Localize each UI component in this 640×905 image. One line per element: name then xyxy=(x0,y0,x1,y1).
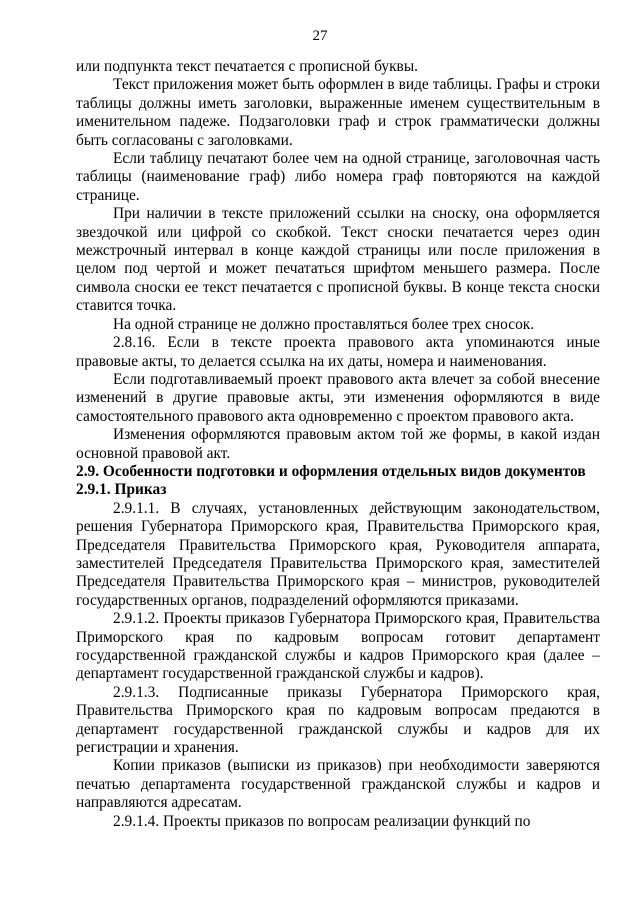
paragraph: При наличии в тексте приложений ссылки на сноску, она оформляется звездочкой или цифрой со скобкой. Текст сноски печатается через один межстрочный интервал в конце каждой страницы или после приложения в целом под чертой и может печататься шрифтом меньшего размера. После символа сноски ее текст печатается с прописной буквы. В конце текста сноски ставится точка. xyxy=(76,205,600,315)
paragraph: 2.9.1.2. Проекты приказов Губернатора Приморского края, Правительства Приморского края по кадровым вопросам готовит департамент государственной гражданской службы и кадров Приморского края (далее – департамент государственной гражданской службы и кадров). xyxy=(76,610,600,683)
paragraph: Если подготавливаемый проект правового акта влечет за собой внесение изменений в другие правовые акты, эти изменения оформляются в виде самостоятельного правового акта одновременно с проектом правового акта. xyxy=(76,370,600,425)
document-body xyxy=(76,58,600,831)
section-title: 2.9. Особенности подготовки и оформления отдельных видов документов xyxy=(76,462,586,480)
paragraph: На одной странице не должно проставляться более трех сносок. xyxy=(113,315,535,333)
paragraph: Копии приказов (выписки из приказов) при необходимости заверяются печатью департамента государственной гражданской службы и кадров и направляются адресатам. xyxy=(76,757,600,812)
paragraph: Если таблицу печатают более чем на одной странице, заголовочная часть таблицы (наименование граф) либо номера граф повторяются на каждой странице. xyxy=(76,150,600,204)
paragraph: Изменения оформляются правовым актом той же формы, в какой издан основной правовой акт. xyxy=(76,426,600,462)
page-number: 27 xyxy=(312,28,328,44)
paragraph-continuation: или подпункта текст печатается с прописной буквы. xyxy=(76,58,419,75)
paragraph: 2.8.16. Если в тексте проекта правового акта упоминаются иные правовые акты, то делается ссылка на их даты, номера и наименования. xyxy=(76,334,600,370)
paragraph: 2.9.1.3. Подписанные приказы Губернатора Приморского края, Правительства Приморского края по кадровым вопросам предаются в департамент государственной гражданской службы и кадров для их регистрации и хранения. xyxy=(76,683,600,757)
paragraph: 2.9.1.4. Проекты приказов по вопросам реализации функций по xyxy=(113,812,531,830)
paragraph: Текст приложения может быть оформлен в виде таблицы. Графы и строки таблицы должны иметь заголовки, выраженные именем существительным в именительном падеже. Подзаголовки граф и строк грамматически должны быть согласованы с заголовками. xyxy=(76,76,600,149)
paragraph: 2.9.1.1. В случаях, установленных действующим законодательством, решения Губернатора Приморского края, Правительства Приморского края, Председателя Правительства Приморского края, Руководителя аппарата, заместителей Председателя Правительства Приморского края, заместителей Председателя Правительства Приморского края – министров, руководителей государственных органов, подразделений оформляются приказами. xyxy=(76,499,600,609)
subsection-title: 2.9.1. Приказ xyxy=(76,481,167,499)
